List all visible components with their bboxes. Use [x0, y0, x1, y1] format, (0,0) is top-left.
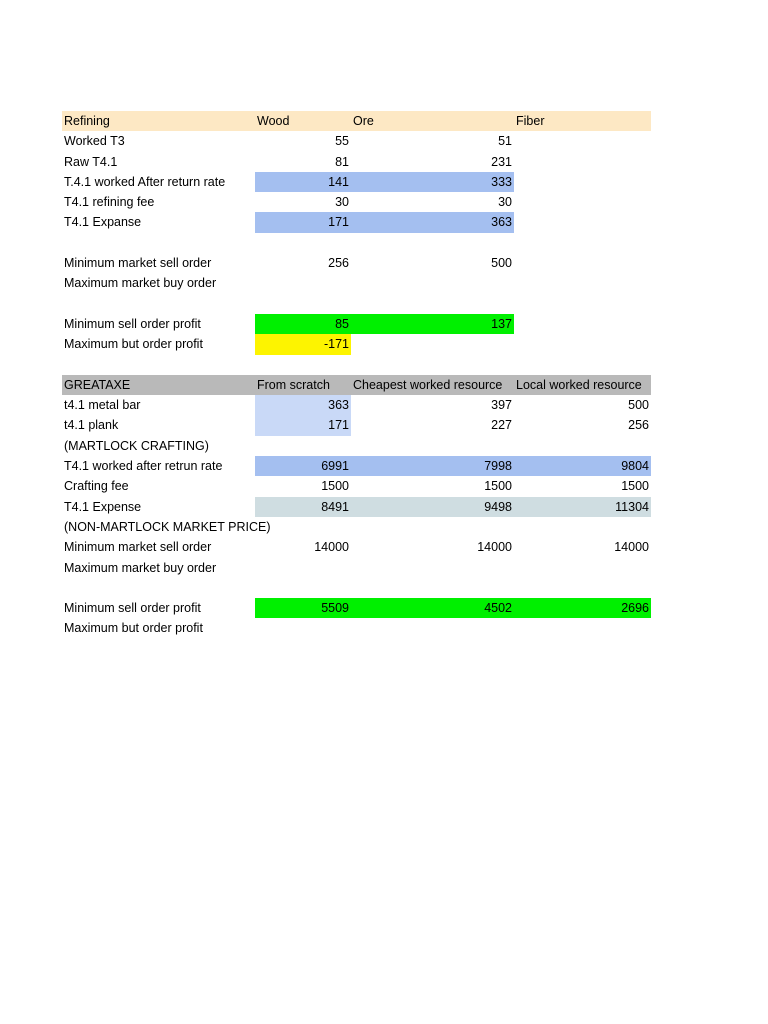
- row-label[interactable]: Crafting fee: [64, 479, 129, 494]
- table-row: [62, 212, 651, 232]
- wood-cell[interactable]: 55: [335, 134, 349, 149]
- row-label[interactable]: Minimum market sell order: [64, 256, 212, 271]
- wood-cell[interactable]: 256: [328, 256, 349, 271]
- row-label[interactable]: T4.1 Expense: [64, 499, 142, 514]
- empty-row: [62, 233, 651, 253]
- row-label[interactable]: Minimum sell order profit: [64, 316, 201, 331]
- local-worked-header[interactable]: Local worked resource: [516, 377, 642, 392]
- greataxe-header-label[interactable]: GREATAXE: [64, 377, 131, 392]
- cheapest-cell[interactable]: 14000: [477, 540, 512, 555]
- from-scratch-cell[interactable]: 171: [255, 415, 351, 435]
- table-row: [62, 253, 651, 273]
- local-cell[interactable]: 1500: [621, 479, 649, 494]
- wood-cell[interactable]: -171: [255, 334, 351, 354]
- row-label[interactable]: Minimum market sell order: [64, 540, 212, 555]
- row-label[interactable]: T.4.1 worked After return rate: [64, 174, 226, 189]
- empty-row: [62, 294, 651, 314]
- from-scratch-header[interactable]: From scratch: [257, 377, 330, 392]
- ore-cell[interactable]: 231: [491, 154, 512, 169]
- refining-header-row: [62, 111, 651, 131]
- from-scratch-cell[interactable]: 8491: [255, 497, 351, 517]
- local-cell[interactable]: 500: [628, 398, 649, 413]
- ore-cell[interactable]: 30: [498, 195, 512, 210]
- wood-cell[interactable]: 85: [255, 314, 351, 334]
- ore-cell[interactable]: 51: [498, 134, 512, 149]
- row-label[interactable]: Maximum but order profit: [64, 621, 203, 636]
- wood-cell[interactable]: 171: [255, 212, 351, 232]
- row-label[interactable]: t4.1 metal bar: [64, 398, 141, 413]
- table-row: [62, 131, 651, 151]
- local-cell[interactable]: 14000: [614, 540, 649, 555]
- table-row: [62, 334, 651, 354]
- local-cell[interactable]: 9804: [514, 456, 651, 476]
- wood-cell[interactable]: 141: [255, 172, 351, 192]
- row-label[interactable]: T4.1 refining fee: [64, 195, 155, 210]
- row-label[interactable]: (MARTLOCK CRAFTING): [64, 438, 209, 453]
- spreadsheet: [62, 111, 651, 639]
- wood-cell[interactable]: 81: [335, 154, 349, 169]
- table-row: [62, 598, 651, 618]
- row-label[interactable]: T4.1 worked after retrun rate: [64, 459, 223, 474]
- from-scratch-cell[interactable]: 14000: [314, 540, 349, 555]
- local-cell[interactable]: 256: [628, 418, 649, 433]
- local-cell[interactable]: 11304: [514, 497, 651, 517]
- table-row: [62, 436, 651, 456]
- row-label[interactable]: (NON-MARTLOCK MARKET PRICE): [64, 519, 271, 534]
- fiber-header[interactable]: Fiber: [516, 114, 545, 128]
- table-row: [62, 395, 651, 415]
- refining-header-label[interactable]: Refining: [64, 114, 110, 128]
- cheapest-cell[interactable]: 9498: [351, 497, 514, 517]
- greataxe-header-row: [62, 375, 651, 395]
- row-label[interactable]: Raw T4.1: [64, 154, 118, 169]
- ore-cell[interactable]: 500: [491, 256, 512, 271]
- table-row: [62, 537, 651, 557]
- row-label[interactable]: t4.1 plank: [64, 418, 119, 433]
- ore-cell[interactable]: 363: [351, 212, 514, 232]
- row-label[interactable]: Maximum market buy order: [64, 560, 217, 575]
- table-row: [62, 456, 651, 476]
- table-row: [62, 517, 651, 537]
- table-row: [62, 152, 651, 172]
- row-label[interactable]: Maximum but order profit: [64, 337, 203, 352]
- row-label[interactable]: Worked T3: [64, 134, 125, 149]
- table-row: [62, 415, 651, 435]
- table-row: [62, 192, 651, 212]
- cheapest-worked-header[interactable]: Cheapest worked resource: [353, 377, 503, 392]
- cheapest-cell[interactable]: 7998: [351, 456, 514, 476]
- ore-header[interactable]: Ore: [353, 114, 374, 128]
- wood-header[interactable]: Wood: [257, 114, 290, 128]
- cheapest-cell[interactable]: 397: [491, 398, 512, 413]
- empty-row: [62, 355, 651, 375]
- row-label[interactable]: Minimum sell order profit: [64, 601, 201, 616]
- cheapest-cell[interactable]: 1500: [484, 479, 512, 494]
- from-scratch-cell[interactable]: 6991: [255, 456, 351, 476]
- row-label[interactable]: T4.1 Expanse: [64, 215, 142, 230]
- row-label[interactable]: Maximum market buy order: [64, 276, 217, 291]
- ore-cell[interactable]: 137: [351, 314, 514, 334]
- table-row: [62, 476, 651, 496]
- ore-cell[interactable]: 333: [351, 172, 514, 192]
- wood-cell[interactable]: 30: [335, 195, 349, 210]
- table-row: [62, 273, 651, 293]
- from-scratch-cell[interactable]: 363: [255, 395, 351, 415]
- empty-row: [62, 578, 651, 598]
- cheapest-cell[interactable]: 4502: [351, 598, 514, 618]
- table-row: [62, 618, 651, 638]
- table-row: [62, 172, 651, 192]
- table-row: [62, 497, 651, 517]
- from-scratch-cell[interactable]: 5509: [255, 598, 351, 618]
- local-cell[interactable]: 2696: [514, 598, 651, 618]
- from-scratch-cell[interactable]: 1500: [321, 479, 349, 494]
- cheapest-cell[interactable]: 227: [491, 418, 512, 433]
- table-row: [62, 558, 651, 578]
- table-row: [62, 314, 651, 334]
